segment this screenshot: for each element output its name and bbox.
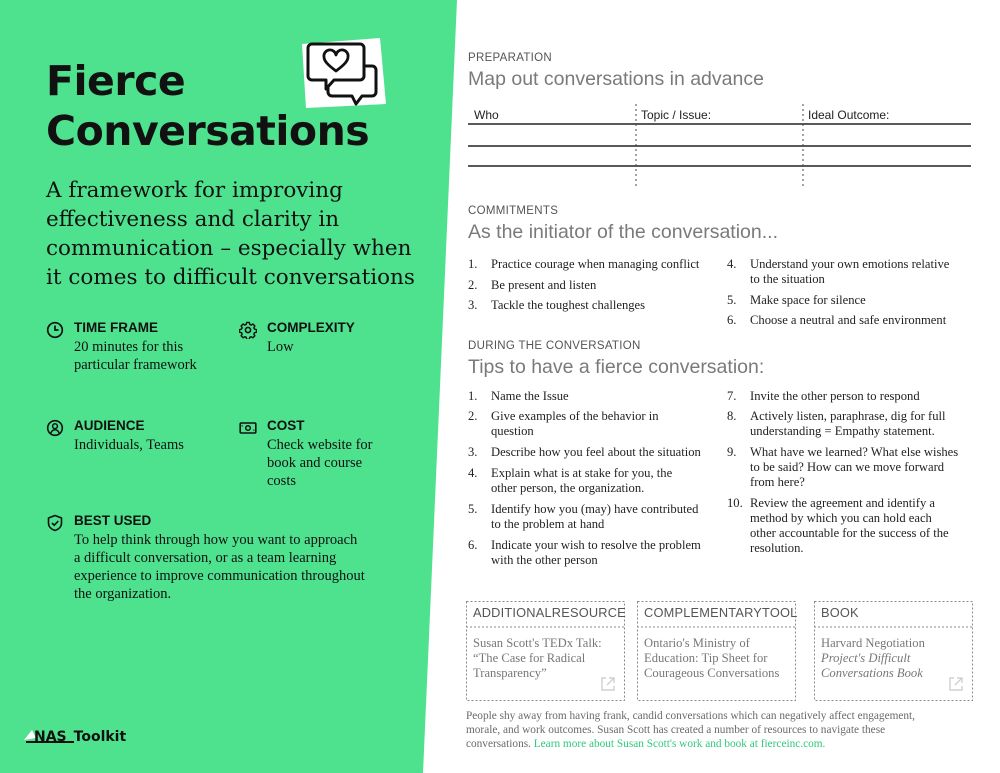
subtitle-line: communication – especially when xyxy=(46,236,412,261)
book-card[interactable] xyxy=(814,601,973,701)
list-text: What have we learned? What else wishes xyxy=(750,445,959,459)
card-line: “The Case for Radical xyxy=(473,651,586,665)
subtitle-line: A framework for improving xyxy=(46,178,343,203)
list-text: understanding = Empathy statement. xyxy=(750,424,935,438)
money-icon xyxy=(239,419,257,437)
best-used-value xyxy=(74,531,365,603)
list-text: Practice courage when managing conflict xyxy=(491,257,700,271)
title-line-1: Fierce xyxy=(46,57,186,105)
list-number: 4. xyxy=(468,466,478,480)
list-number: 10. xyxy=(727,496,743,510)
list-text: other person, the organization. xyxy=(491,481,645,495)
list-number: 1. xyxy=(468,257,478,271)
best-used-label: BEST USED xyxy=(74,513,152,528)
subtitle-line: it comes to difficult conversations xyxy=(46,265,415,290)
fierceinc-link[interactable]: Learn more about Susan Scott's work and book at fierceinc.com. xyxy=(533,738,826,750)
during-label: DURING THE CONVERSATION xyxy=(468,340,641,352)
list-text: resolution. xyxy=(750,541,804,555)
external-link-icon[interactable] xyxy=(947,675,965,693)
clock-icon xyxy=(46,321,64,339)
list-text: Identify how you (may) have contributed xyxy=(491,502,699,516)
list-text: question xyxy=(491,424,534,438)
column-header-topic: Topic / Issue: xyxy=(641,108,712,122)
list-text: to be said? How can we move forward xyxy=(750,460,945,474)
list-text: Understand your own emotions relative xyxy=(750,257,950,271)
list-text: Name the Issue xyxy=(491,389,569,403)
list-text: Indicate your wish to resolve the problem xyxy=(491,538,701,552)
footer-line: morale, and work outcomes. Susan Scott has created a number of resources to navigate these xyxy=(466,724,886,736)
cost-value xyxy=(267,436,373,490)
card-line: Education: Tip Sheet for xyxy=(644,651,768,665)
subtitle-line: effectiveness and clarity in xyxy=(46,207,340,232)
shield-check-icon xyxy=(46,514,64,532)
list-number: 2. xyxy=(468,409,478,423)
audience-line: Individuals, Teams xyxy=(74,437,184,453)
audience-value xyxy=(74,436,184,454)
preparation-label: PREPARATION xyxy=(468,52,553,64)
list-number: 6. xyxy=(727,313,737,327)
best-used-line: experience to improve communication throughout xyxy=(74,568,365,584)
cost-line: Check website for xyxy=(267,437,373,453)
footer-text xyxy=(466,709,976,751)
card-line: Project's Difficult xyxy=(821,651,911,665)
toolkit-label: Toolkit xyxy=(73,729,127,745)
list-text: Make space for silence xyxy=(750,293,866,307)
list-text: to the problem at hand xyxy=(491,517,605,531)
list-number: 1. xyxy=(468,389,478,403)
list-text: to the situation xyxy=(750,272,825,286)
time-frame-line: 20 minutes for this xyxy=(74,339,184,355)
card-header: COMPLEMENTARYTOOL xyxy=(644,605,798,620)
external-link-icon[interactable] xyxy=(599,675,617,693)
list-number: 5. xyxy=(727,293,737,307)
gear-icon xyxy=(239,321,257,339)
preparation-table-lines xyxy=(468,104,971,188)
nas-toolkit-branding xyxy=(24,726,126,748)
left-panel xyxy=(0,0,440,773)
list-text: Be present and listen xyxy=(491,278,597,292)
time-frame-label: TIME FRAME xyxy=(74,320,158,335)
list-text: Choose a neutral and safe environment xyxy=(750,313,947,327)
during-heading: Tips to have a fierce conversation: xyxy=(468,356,765,378)
subtitle xyxy=(46,176,426,292)
list-text: Explain what is at stake for you, the xyxy=(491,466,673,480)
card-line: Transparency” xyxy=(473,666,547,680)
cost-line: book and course xyxy=(267,455,363,471)
complexity-info xyxy=(239,320,419,380)
list-number: 8. xyxy=(727,409,737,423)
commitments-label: COMMITMENTS xyxy=(468,205,559,217)
list-number: 2. xyxy=(468,278,478,292)
time-frame-line: particular framework xyxy=(74,357,197,373)
title-line-2: Conversations xyxy=(46,107,370,155)
card-line: Susan Scott's TEDx Talk: xyxy=(473,636,602,650)
list-text: Describe how you feel about the situation xyxy=(491,445,701,459)
card-header: ADDITIONALRESOURCE xyxy=(473,605,626,620)
audience-info xyxy=(46,418,226,458)
list-number: 5. xyxy=(468,502,478,516)
footer-line xyxy=(466,737,976,751)
list-text: method by which you can hold each xyxy=(750,511,932,525)
time-frame-value xyxy=(74,338,197,374)
column-header-who: Who xyxy=(474,108,499,122)
complexity-label: COMPLEXITY xyxy=(267,320,355,335)
audience-label: AUDIENCE xyxy=(74,418,145,433)
list-text: Tackle the toughest challenges xyxy=(491,298,646,312)
list-number: 4. xyxy=(727,257,737,271)
list-text: with the other person xyxy=(491,553,598,567)
list-number: 3. xyxy=(468,298,478,312)
card-body xyxy=(644,636,779,681)
person-icon xyxy=(46,419,64,437)
cost-line: costs xyxy=(267,473,296,489)
list-number: 6. xyxy=(468,538,478,552)
card-body xyxy=(473,636,602,681)
footer-line-text: conversations. xyxy=(466,738,534,750)
commitments-list xyxy=(468,257,973,337)
card-line: Ontario's Ministry of xyxy=(644,636,750,650)
list-text: other accountable for the success of the xyxy=(750,526,949,540)
list-text: Invite the other person to respond xyxy=(750,389,920,403)
nas-logo: NAS xyxy=(34,729,67,745)
additional-resource-card[interactable] xyxy=(466,601,625,701)
best-used-line: a difficult conversation, or as a team learning xyxy=(74,550,337,566)
list-text: Review the agreement and identify a xyxy=(750,496,935,510)
time-frame-info xyxy=(46,320,226,380)
preparation-table xyxy=(468,104,971,188)
preparation-heading: Map out conversations in advance xyxy=(468,68,764,90)
list-number: 7. xyxy=(727,389,737,403)
best-used-info xyxy=(46,513,426,605)
card-line: Conversations Book xyxy=(821,666,923,680)
footer-line: People shy away from having frank, candid conversations which can negatively affect engagement, xyxy=(466,710,915,722)
cost-label: COST xyxy=(267,418,305,433)
list-number: 3. xyxy=(468,445,478,459)
complexity-line: Low xyxy=(267,339,294,355)
complementary-tool-card[interactable] xyxy=(637,601,796,701)
column-header-outcome: Ideal Outcome: xyxy=(808,108,890,122)
chat-heart-icon xyxy=(300,38,388,110)
commitments-heading: As the initiator of the conversation... xyxy=(468,221,779,243)
list-number: 9. xyxy=(727,445,737,459)
card-body xyxy=(821,636,925,681)
list-text: Give examples of the behavior in xyxy=(491,409,659,423)
complexity-value xyxy=(267,338,294,356)
card-line: Harvard Negotiation xyxy=(821,636,925,650)
cost-info xyxy=(239,418,419,498)
list-text: from here? xyxy=(750,475,805,489)
card-header: BOOK xyxy=(821,605,859,620)
best-used-line: the organization. xyxy=(74,586,172,602)
card-line: Courageous Conversations xyxy=(644,666,780,680)
best-used-line: To help think through how you want to approach xyxy=(74,532,358,548)
list-text: Actively listen, paraphrase, dig for full xyxy=(750,409,946,423)
tips-list xyxy=(468,389,973,579)
